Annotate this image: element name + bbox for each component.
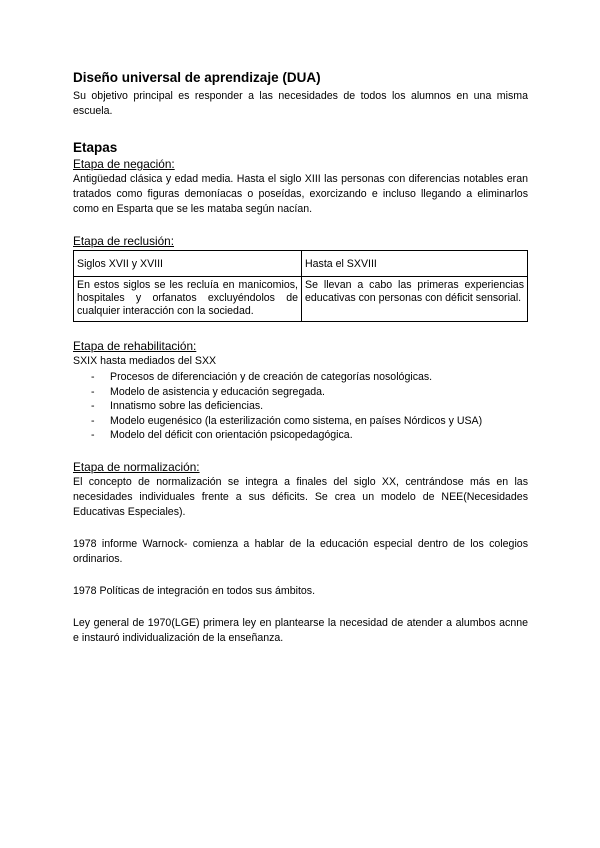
reclusion-table: [73, 250, 528, 322]
rehabilitacion-subtitle: SXIX hasta mediados del SXX: [73, 355, 217, 367]
table-header-cell: Siglos XVII y XVIII: [74, 251, 302, 277]
document-page: [73, 70, 528, 646]
document-title: Diseño universal de aprendizaje (DUA): [73, 70, 321, 85]
table-cell: En estos siglos se les recluía en manicomios, hospitales y orfanatos excluyéndolos de cualquier interacción con la sociedad.: [74, 277, 302, 322]
negacion-text: Antigüedad clásica y edad media. Hasta el siglo XIII las personas con diferencias notables eran tratados como figuras demoníacas o poseídas, exorcizando e incluso llegando a eliminarlos como en Esparta que se les mataba según nacían.: [73, 173, 528, 215]
normalizacion-paragraph: 1978 informe Warnock- comienza a hablar de la educación especial dentro de los colegios ordinarios.: [73, 537, 528, 565]
normalizacion-heading: Etapa de normalización:: [73, 459, 200, 474]
negacion-heading: Etapa de negación:: [73, 157, 175, 171]
etapas-heading: Etapas: [73, 140, 118, 155]
intro-text: Su objetivo principal es responder a las necesidades de todos los alumnos en una misma escuela.: [73, 90, 528, 117]
normalizacion-paragraph: El concepto de normalización se integra a finales del siglo XX, centrándose más en las necesidades individuales frente a sus déficits. Se crea un modelo de NEE(Necesidades Educativas Especiales).: [73, 475, 528, 518]
rehabilitacion-heading: Etapa de rehabilitación:: [73, 339, 197, 353]
list-item: - Modelo del déficit con orientación psicopedagógica.: [73, 428, 528, 443]
normalizacion-paragraph: Ley general de 1970(LGE) primera ley en plantearse la necesidad de atender a alumbos acnne e instauró individualización de la enseñanza.: [73, 616, 528, 644]
list-item: - Modelo de asistencia y educación segregada.: [73, 385, 528, 400]
normalizacion-paragraph: 1978 Políticas de integración en todos sus ámbitos.: [73, 584, 316, 597]
list-item: - Innatismo sobre las deficiencias.: [73, 399, 528, 414]
list-item: - Modelo eugenésico (la esterilización como sistema, en países Nórdicos y USA): [73, 414, 528, 429]
table-row: [74, 277, 528, 322]
table-header-row: [74, 251, 528, 277]
rehabilitacion-list: [73, 370, 528, 443]
table-cell: Se llevan a cabo las primeras experiencias educativas con personas con déficit sensorial.: [302, 277, 528, 322]
table-header-cell: Hasta el SXVIII: [302, 251, 528, 277]
list-item: - Procesos de diferenciación y de creación de categorías nosológicas.: [73, 370, 528, 385]
reclusion-heading: Etapa de reclusión:: [73, 234, 174, 248]
